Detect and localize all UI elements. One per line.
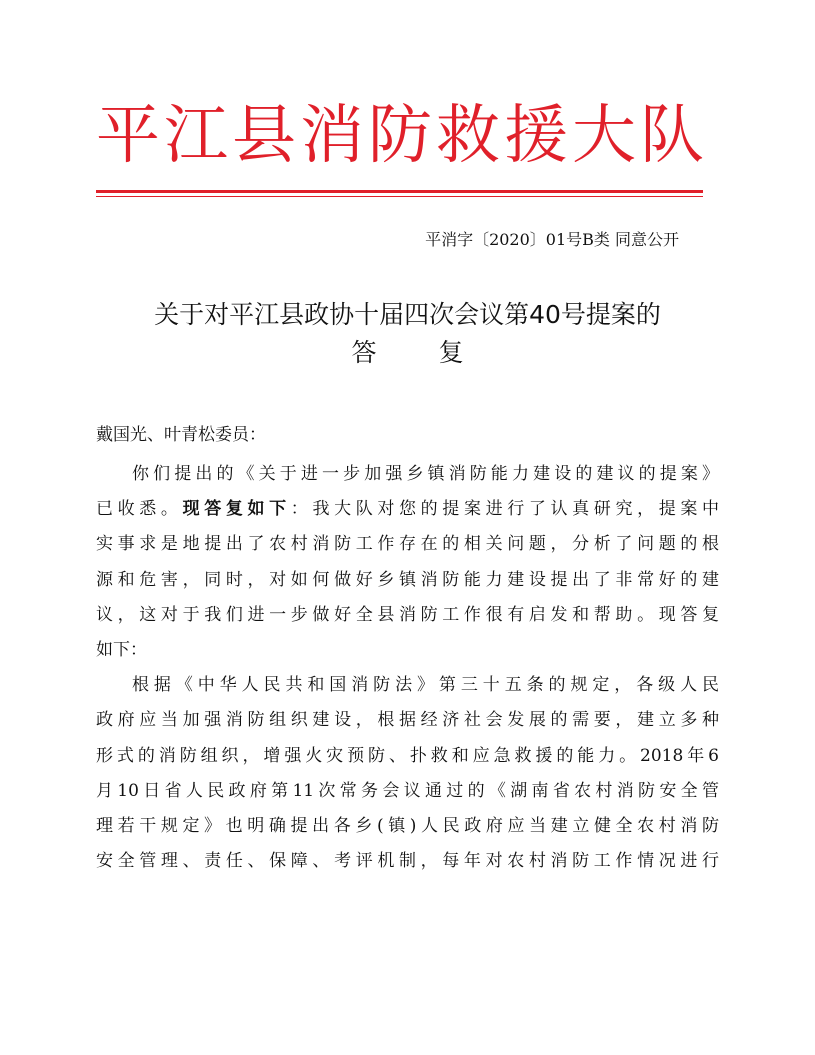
- paragraph1-line2: [96, 492, 719, 527]
- salutation: 戴国光、叶青松委员：: [96, 425, 266, 445]
- paragraph2-line6: 安全管理、责任、保障、考评机制，每年对农村消防工作情况进行: [96, 851, 719, 872]
- document-title: [96, 296, 719, 372]
- paragraph1-line2-rest: ：我大队对您的提案进行了认真研究，提案中: [290, 499, 720, 520]
- title-line-1: 关于对平江县政协十届四次会议第40号提案的: [154, 300, 661, 329]
- paragraph2-line3: 形式的消防组织，增强火灾预防、扑救和应急救援的能力。2018年6: [96, 745, 719, 766]
- paragraph2-line4: 月10日省人民政府第11次常务会议通过的《湖南省农村消防安全管: [96, 780, 719, 801]
- header-rule-thin: [96, 196, 703, 197]
- paragraph1-line2-prefix: 已收悉。: [96, 499, 183, 520]
- paragraph1-line2-bold: 现答复如下: [182, 499, 291, 520]
- paragraph2-line1: 根据《中华人民共和国消防法》第三十五条的规定，各级人民: [132, 675, 719, 696]
- paragraph1-line1: 你们提出的《关于进一步加强乡镇消防能力建设的建议的提案》: [132, 464, 719, 484]
- body-text: [96, 457, 719, 879]
- paragraph1-line4: 源和危害，同时，对如何做好乡镇消防能力建设提出了非常好的建: [96, 569, 719, 590]
- paragraph1-line5: 议，这对于我们进一步做好全县消防工作很有启发和帮助。现答复: [96, 604, 719, 625]
- paragraph2-line5: 理若干规定》也明确提出各乡(镇)人民政府应当建立健全农村消防: [96, 815, 719, 836]
- paragraph1-line3: 实事求是地提出了农村消防工作存在的相关问题，分析了问题的根: [96, 534, 719, 555]
- org-name-heading: 平江县消防救援大队: [96, 99, 708, 173]
- paragraph2-line2: 政府应当加强消防组织建设，根据经济社会发展的需要，建立多种: [96, 710, 719, 731]
- document-number: 平消字〔2020〕01号B类 同意公开: [425, 230, 679, 249]
- header-rule-thick: [96, 190, 703, 193]
- paragraph1-line6: 如下：: [96, 639, 147, 660]
- title-line-2: 答复: [351, 338, 526, 367]
